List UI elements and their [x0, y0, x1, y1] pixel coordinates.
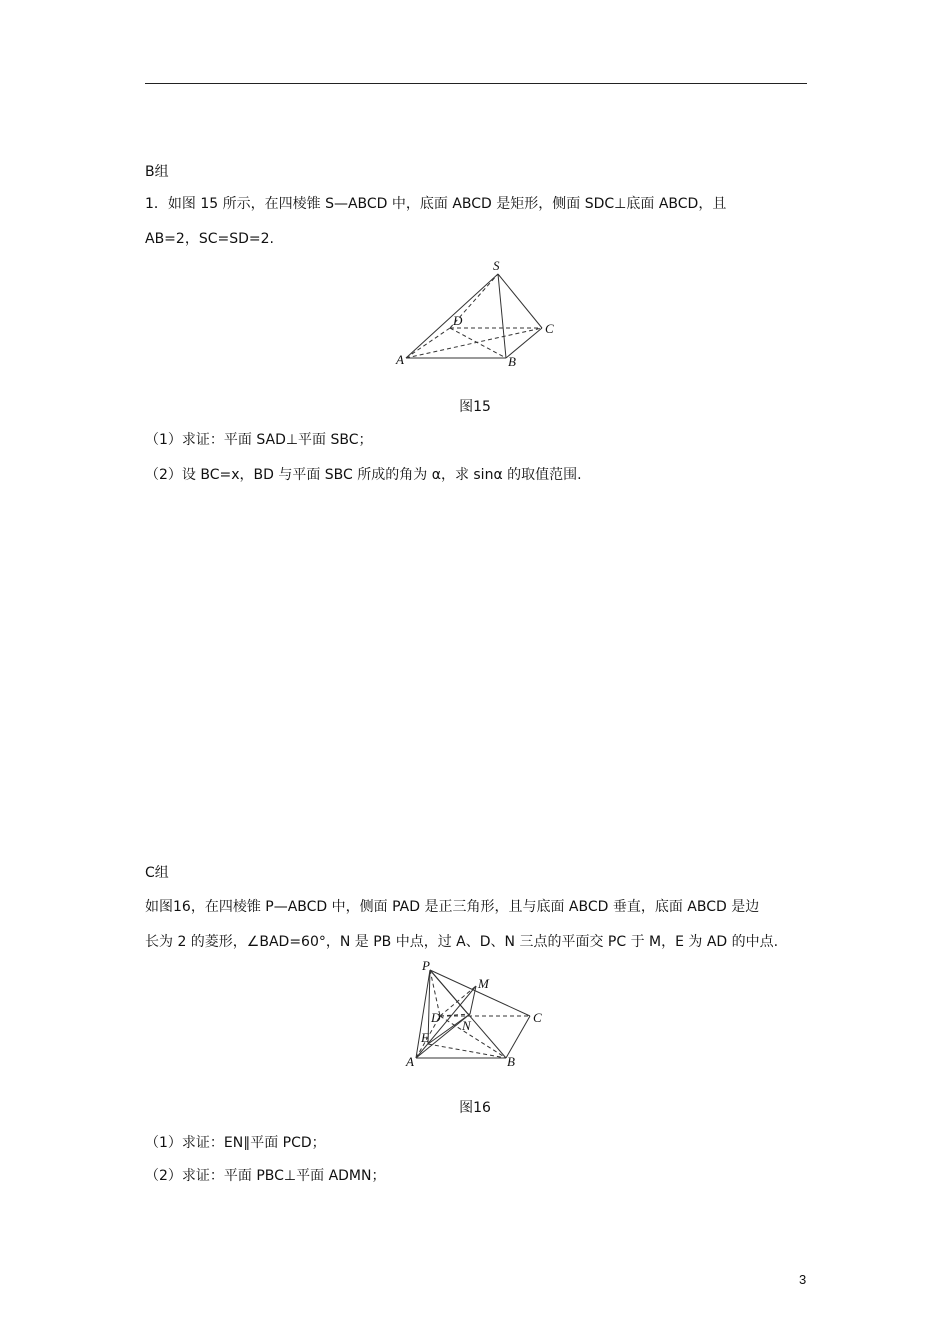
- figure-16: [400, 958, 560, 1074]
- edge-db-hidden: [450, 328, 506, 358]
- label-b: B: [507, 1054, 515, 1069]
- edge-sc: [498, 274, 542, 328]
- label-d: D: [453, 313, 463, 328]
- figure-16-caption: 图16: [459, 1100, 491, 1116]
- figure-15-caption: 图15: [459, 399, 491, 415]
- label-m: M: [478, 976, 489, 991]
- problem-b-question-1: （1）求证：平面 SAD⊥平面 SBC；: [145, 432, 373, 448]
- label-b: B: [508, 354, 516, 369]
- label-c: C: [533, 1010, 542, 1025]
- label-p: P: [422, 958, 430, 973]
- edge-ac-hidden: [406, 328, 542, 358]
- figure-15-svg: [390, 256, 570, 372]
- edge-sb: [498, 274, 506, 358]
- label-d: D: [431, 1010, 441, 1025]
- label-n: N: [462, 1018, 471, 1033]
- section-b-heading: B组: [145, 164, 169, 180]
- label-a: A: [396, 352, 404, 367]
- problem-c-question-1: （1）求证：EN∥平面 PCD；: [145, 1135, 326, 1151]
- problem-b-line-1: 1．如图 15 所示，在四棱锥 S—ABCD 中，底面 ABCD 是矩形，侧面 SDC⊥底面 ABCD，且: [145, 196, 727, 212]
- edge-bc: [506, 1016, 530, 1058]
- problem-b-line-2: AB=2，SC=SD=2.: [145, 231, 274, 247]
- label-e: E: [421, 1030, 429, 1045]
- problem-c-line-2: 长为 2 的菱形，∠BAD=60°，N 是 PB 中点，过 A、D、N 三点的平面交 PC 于 M，E 为 AD 的中点.: [145, 934, 779, 950]
- label-c: C: [545, 321, 554, 336]
- page-number: 3: [799, 1272, 807, 1287]
- figure-16-svg: [400, 958, 560, 1074]
- figure-15: [390, 256, 570, 372]
- edge-sa: [406, 274, 498, 358]
- problem-c-question-2: （2）求证：平面 PBC⊥平面 ADMN；: [145, 1168, 386, 1184]
- header-rule: [145, 83, 807, 84]
- problem-b-question-2: （2）设 BC=x，BD 与平面 SBC 所成的角为 α，求 sinα 的取值范围.: [145, 467, 582, 483]
- problem-c-line-1: 如图16，在四棱锥 P—ABCD 中，侧面 PAD 是正三角形，且与底面 ABCD 垂直，底面 ABCD 是边: [145, 899, 760, 915]
- label-a: A: [406, 1054, 414, 1069]
- edge-pn: [430, 970, 468, 1014]
- section-c-heading: C组: [145, 865, 169, 881]
- label-s: S: [493, 258, 500, 273]
